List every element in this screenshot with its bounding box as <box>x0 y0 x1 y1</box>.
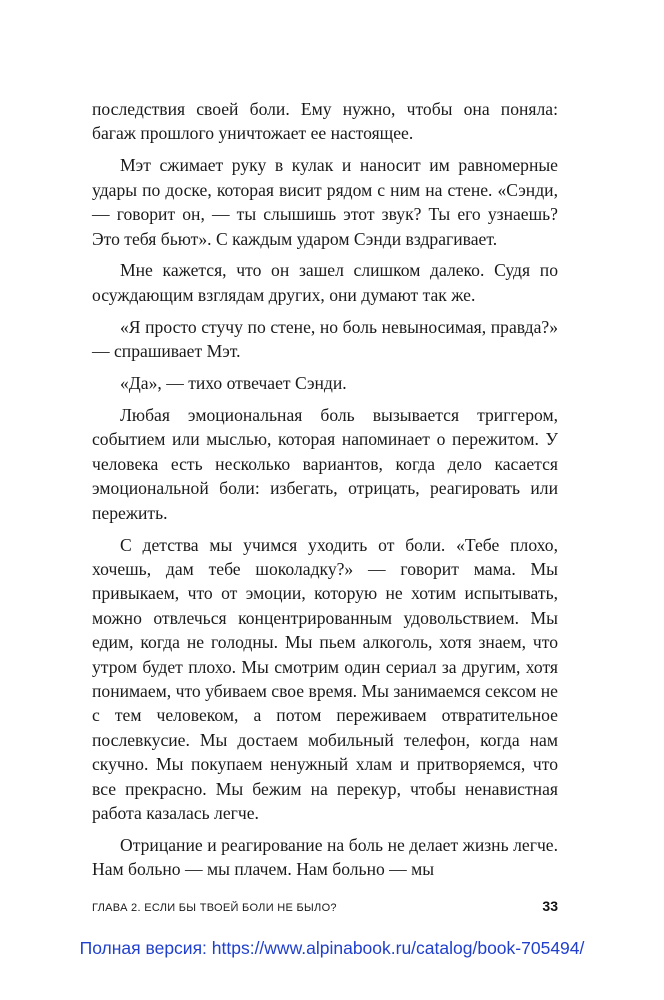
running-footer-chapter: ГЛАВА 2. ЕСЛИ БЫ ТВОЕЙ БОЛИ НЕ БЫЛО? <box>92 902 337 914</box>
body-text <box>92 97 558 889</box>
paragraph-7: С детства мы учимся уходить от боли. «Тебе плохо, хочешь, дам тебе шоколадку?» — говорит мама. Мы привыкаем, что от эмоции, которую не хотим испытывать, можно отвлечься концентрированным удовольствием. Мы едим, когда не голодны. Мы пьем алкоголь, хотя знаем, что утром будет плохо. Мы смотрим один сериал за другим, хотя понимаем, что убиваем свое время. Мы занимаемся сексом не с тем человеком, а потом переживаем отвратительное послевкусие. Мы достаем мобильный телефон, когда нам скучно. Мы покупаем ненужный хлам и притворяемся, что все прекрасно. Мы бежим на перекур, чтобы ненавистная работа казалась легче. <box>92 534 558 823</box>
paragraph-5: «Да», — тихо отвечает Сэнди. <box>120 373 347 394</box>
page-number: 33 <box>542 898 558 914</box>
paragraph-8: Отрицание и реагирование на боль не делает жизнь легче. Нам больно — мы плачем. Нам больно — мы <box>92 834 558 880</box>
page-footer <box>92 898 558 914</box>
paragraph-1: последствия своей боли. Ему нужно, чтобы она поняла: багаж прошлого уничтожает ее настоящее. <box>92 99 558 144</box>
paragraph-6: Любая эмоциональная боль вызывается триггером, событием или мыслью, которая напоминает о пережитом. У человека есть несколько вариантов, когда дело касается эмоциональной боли: избегать, отрицать, реагировать или пережить. <box>92 404 558 523</box>
full-version-link[interactable]: Полная версия: https://www.alpinabook.ru/catalog/book-705494/ <box>79 938 585 958</box>
paragraph-2: Мэт сжимает руку в кулак и наносит им равномерные удары по доске, которая висит рядом с ним на стене. «Сэнди, — говорит он, — ты слышишь этот звук? Ты его узнаешь? Это тебя бьют». С каждым ударом Сэнди вздрагивает. <box>92 155 558 249</box>
paragraph-4: «Я просто стучу по стене, но боль невыносимая, правда?» — спрашивает Мэт. <box>92 316 558 362</box>
paragraph-3: Мне кажется, что он зашел слишком далеко. Судя по осуждающим взглядам других, они думают так же. <box>92 260 558 305</box>
